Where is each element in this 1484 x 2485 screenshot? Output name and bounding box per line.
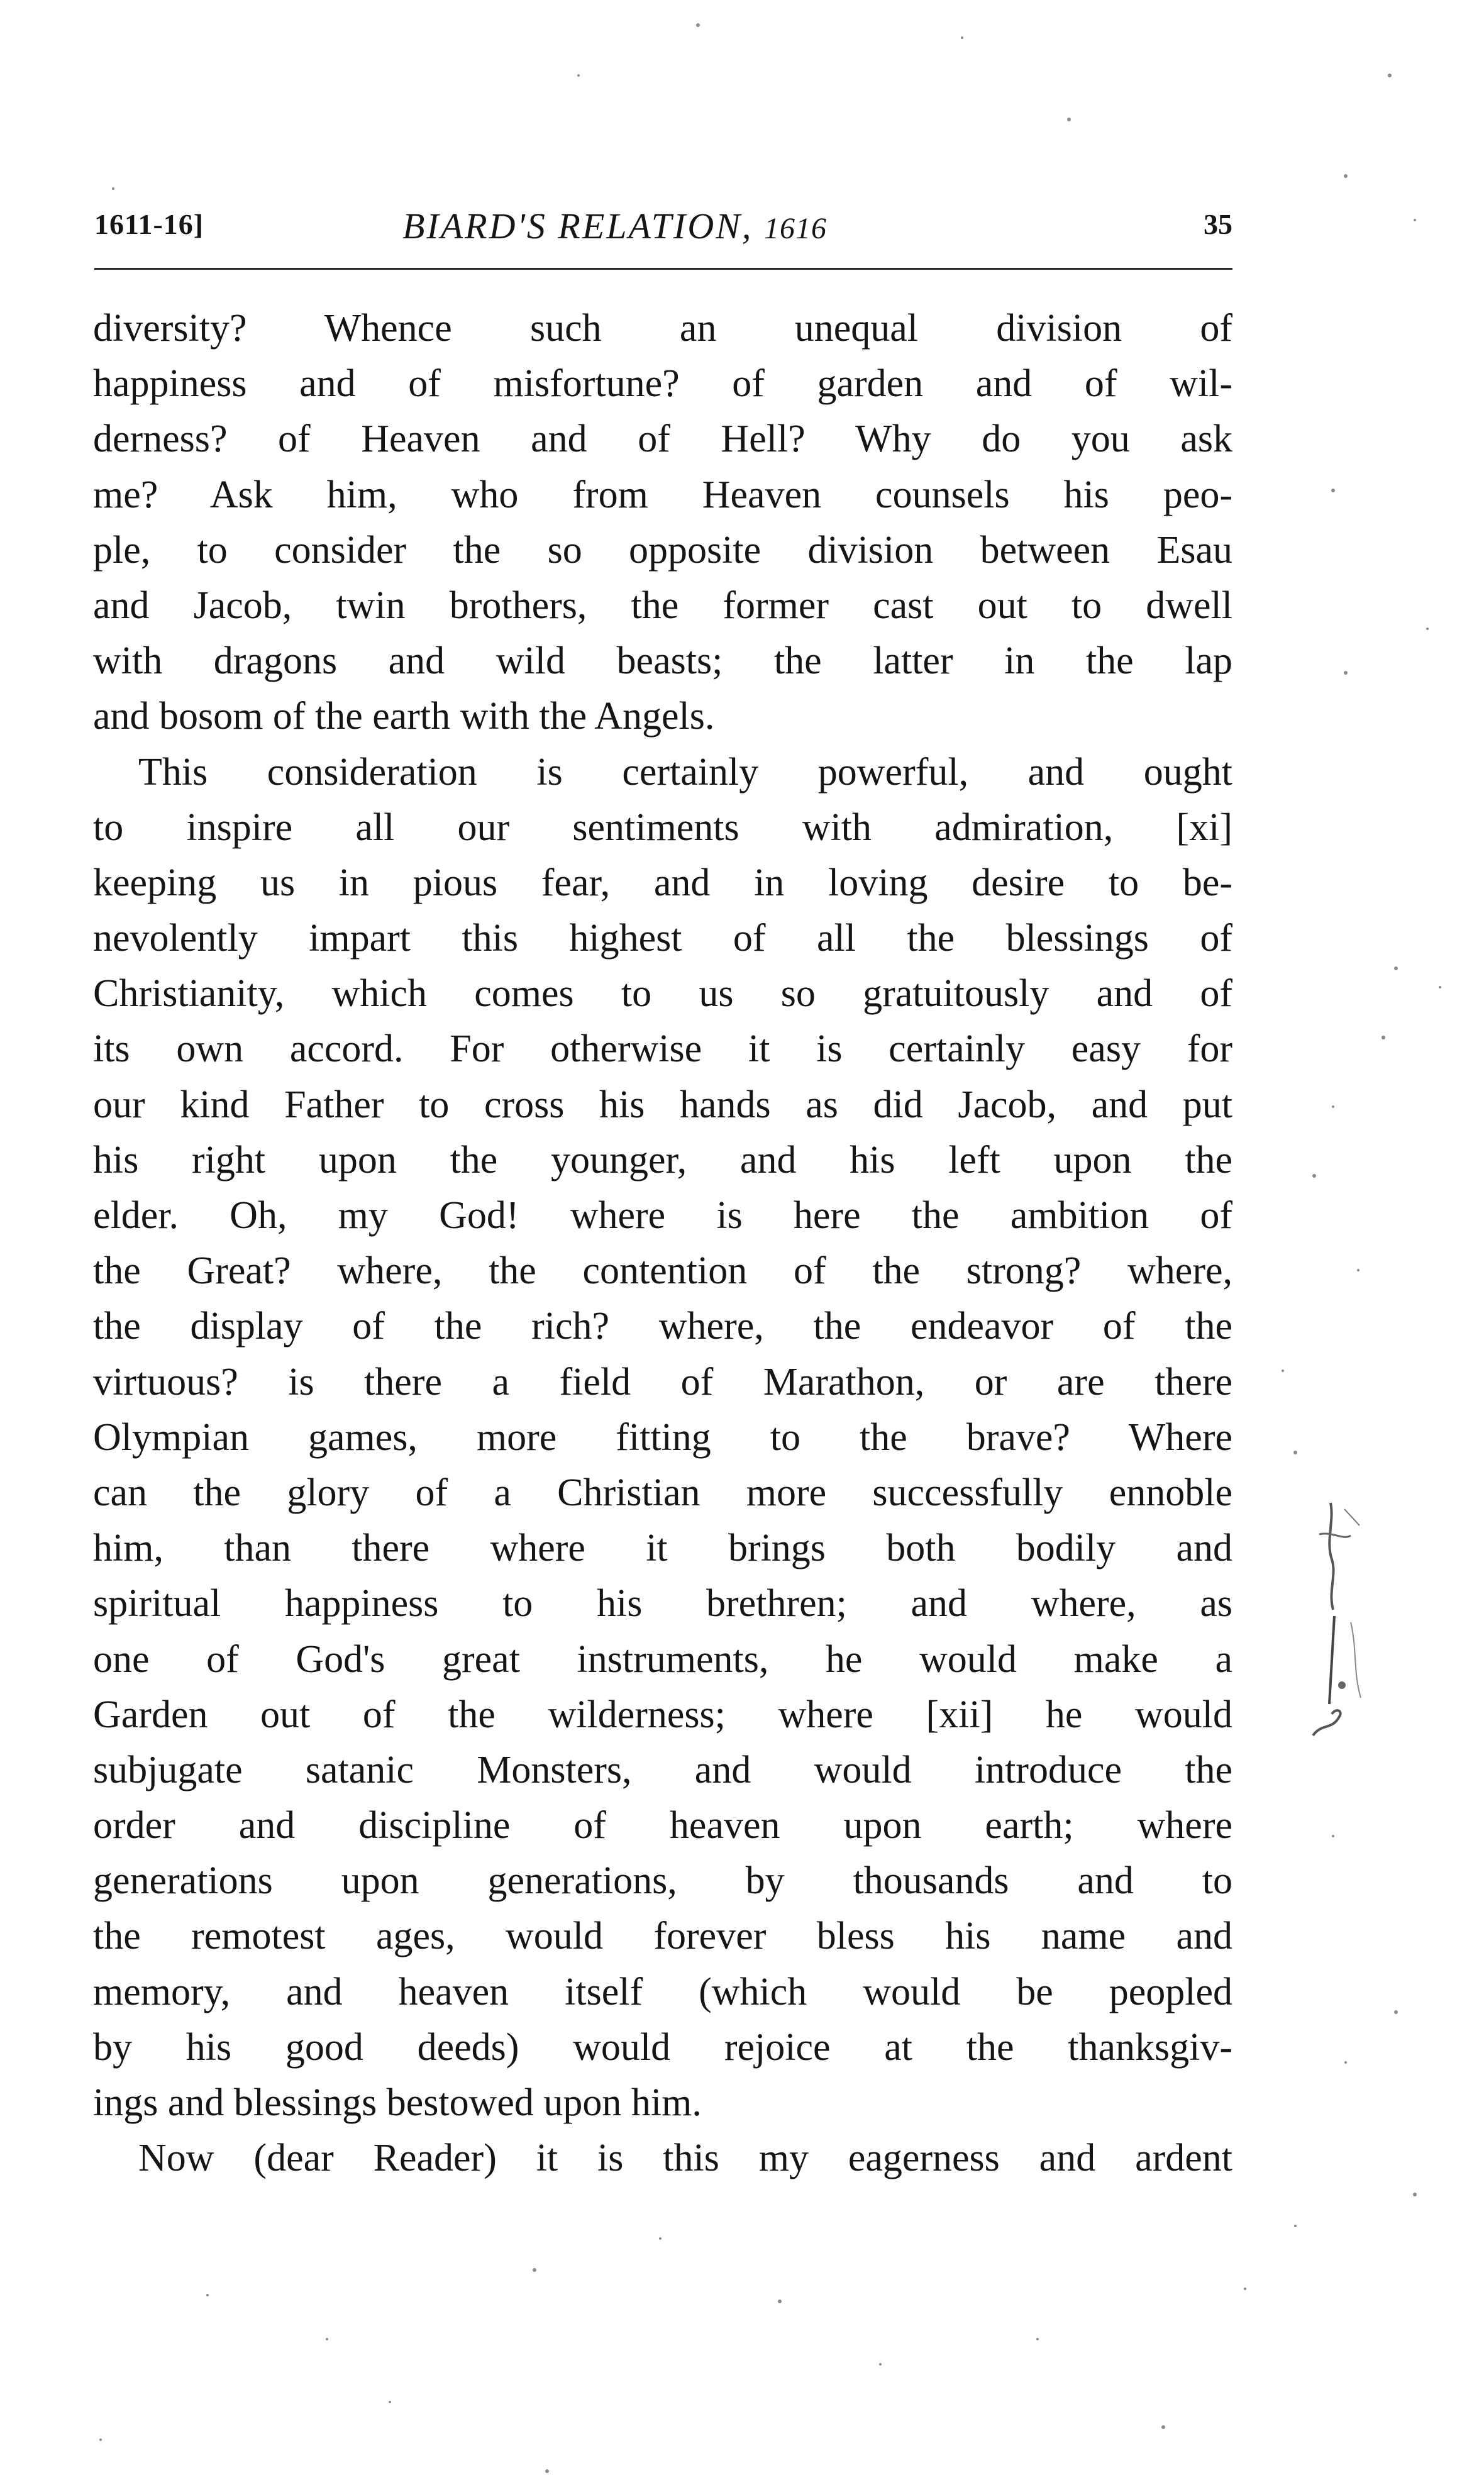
text-line: and Jacob, twin brothers, the former cast out to dwell bbox=[93, 584, 1232, 627]
margin-pencil-mark bbox=[1307, 1497, 1382, 1761]
header-rule bbox=[94, 268, 1232, 270]
text-line: can the glory of a Christian more successfully ennoble bbox=[93, 1471, 1232, 1514]
page-number: 35 bbox=[1204, 208, 1232, 240]
text-line: elder. Oh, my God! where is here the ambition of bbox=[93, 1194, 1232, 1237]
text-line: Olympian games, more fitting to the brave? Where bbox=[93, 1415, 1232, 1459]
text-line: with dragons and wild beasts; the latter in the lap bbox=[93, 639, 1232, 683]
body-text bbox=[93, 301, 1232, 2186]
running-title bbox=[402, 205, 827, 247]
text-line: subjugate satanic Monsters, and would introduce the bbox=[93, 1748, 1232, 1791]
text-line: virtuous? is there a field of Marathon, or are there bbox=[93, 1360, 1232, 1403]
text-line: its own accord. For otherwise it is certainly easy for bbox=[93, 1027, 1232, 1071]
text-line: This consideration is certainly powerful, and ought bbox=[138, 750, 1232, 794]
running-title-year: 1616 bbox=[763, 212, 827, 245]
text-line: our kind Father to cross his hands as did Jacob, and put bbox=[93, 1083, 1232, 1126]
text-line: Christianity, which comes to us so gratuitously and of bbox=[93, 972, 1232, 1016]
text-line: generations upon generations, by thousands and to bbox=[93, 1859, 1232, 1903]
text-line: one of God's great instruments, he would make a bbox=[93, 1637, 1232, 1681]
text-line: ings and blessings bestowed upon him. bbox=[93, 2081, 702, 2124]
text-line: order and discipline of heaven upon earth; where bbox=[93, 1804, 1232, 1847]
text-line: by his good deeds) would rejoice at the thanksgiv- bbox=[93, 2025, 1232, 2069]
text-line: derness? of Heaven and of Hell? Why do you ask bbox=[93, 418, 1232, 461]
text-line: the display of the rich? where, the endeavor of the bbox=[93, 1305, 1232, 1348]
text-line: me? Ask him, who from Heaven counsels his peo- bbox=[93, 473, 1232, 516]
text-line: to inspire all our sentiments with admiration, [xi] bbox=[93, 805, 1232, 849]
text-line: Now (dear Reader) it is this my eagerness and ardent bbox=[138, 2137, 1232, 2180]
text-line: diversity? Whence such an unequal division of bbox=[93, 307, 1232, 350]
text-line: nevolently impart this highest of all the blessings of bbox=[93, 917, 1232, 960]
text-line: the remotest ages, would forever bless his name and bbox=[93, 1915, 1232, 1958]
running-title-text: BIARD'S RELATION, bbox=[402, 206, 753, 246]
text-line: memory, and heaven itself (which would be peopled bbox=[93, 1970, 1232, 2013]
text-line: his right upon the younger, and his left upon the bbox=[93, 1138, 1232, 1182]
text-line: spiritual happiness to his brethren; and where, as bbox=[93, 1582, 1232, 1625]
text-line: happiness and of misfortune? of garden and of wil- bbox=[93, 362, 1232, 406]
text-line: and bosom of the earth with the Angels. bbox=[93, 695, 715, 738]
running-header bbox=[94, 208, 1232, 258]
text-line: Garden out of the wilderness; where [xii] he would bbox=[93, 1693, 1232, 1736]
section-range: 1611-16] bbox=[94, 208, 204, 240]
text-line: him, than there where it brings both bodily and bbox=[93, 1527, 1232, 1570]
text-line: ple, to consider the so opposite division between Esau bbox=[93, 528, 1232, 572]
text-line: the Great? where, the contention of the strong? where, bbox=[93, 1249, 1232, 1293]
text-line: keeping us in pious fear, and in loving desire to be- bbox=[93, 861, 1232, 904]
